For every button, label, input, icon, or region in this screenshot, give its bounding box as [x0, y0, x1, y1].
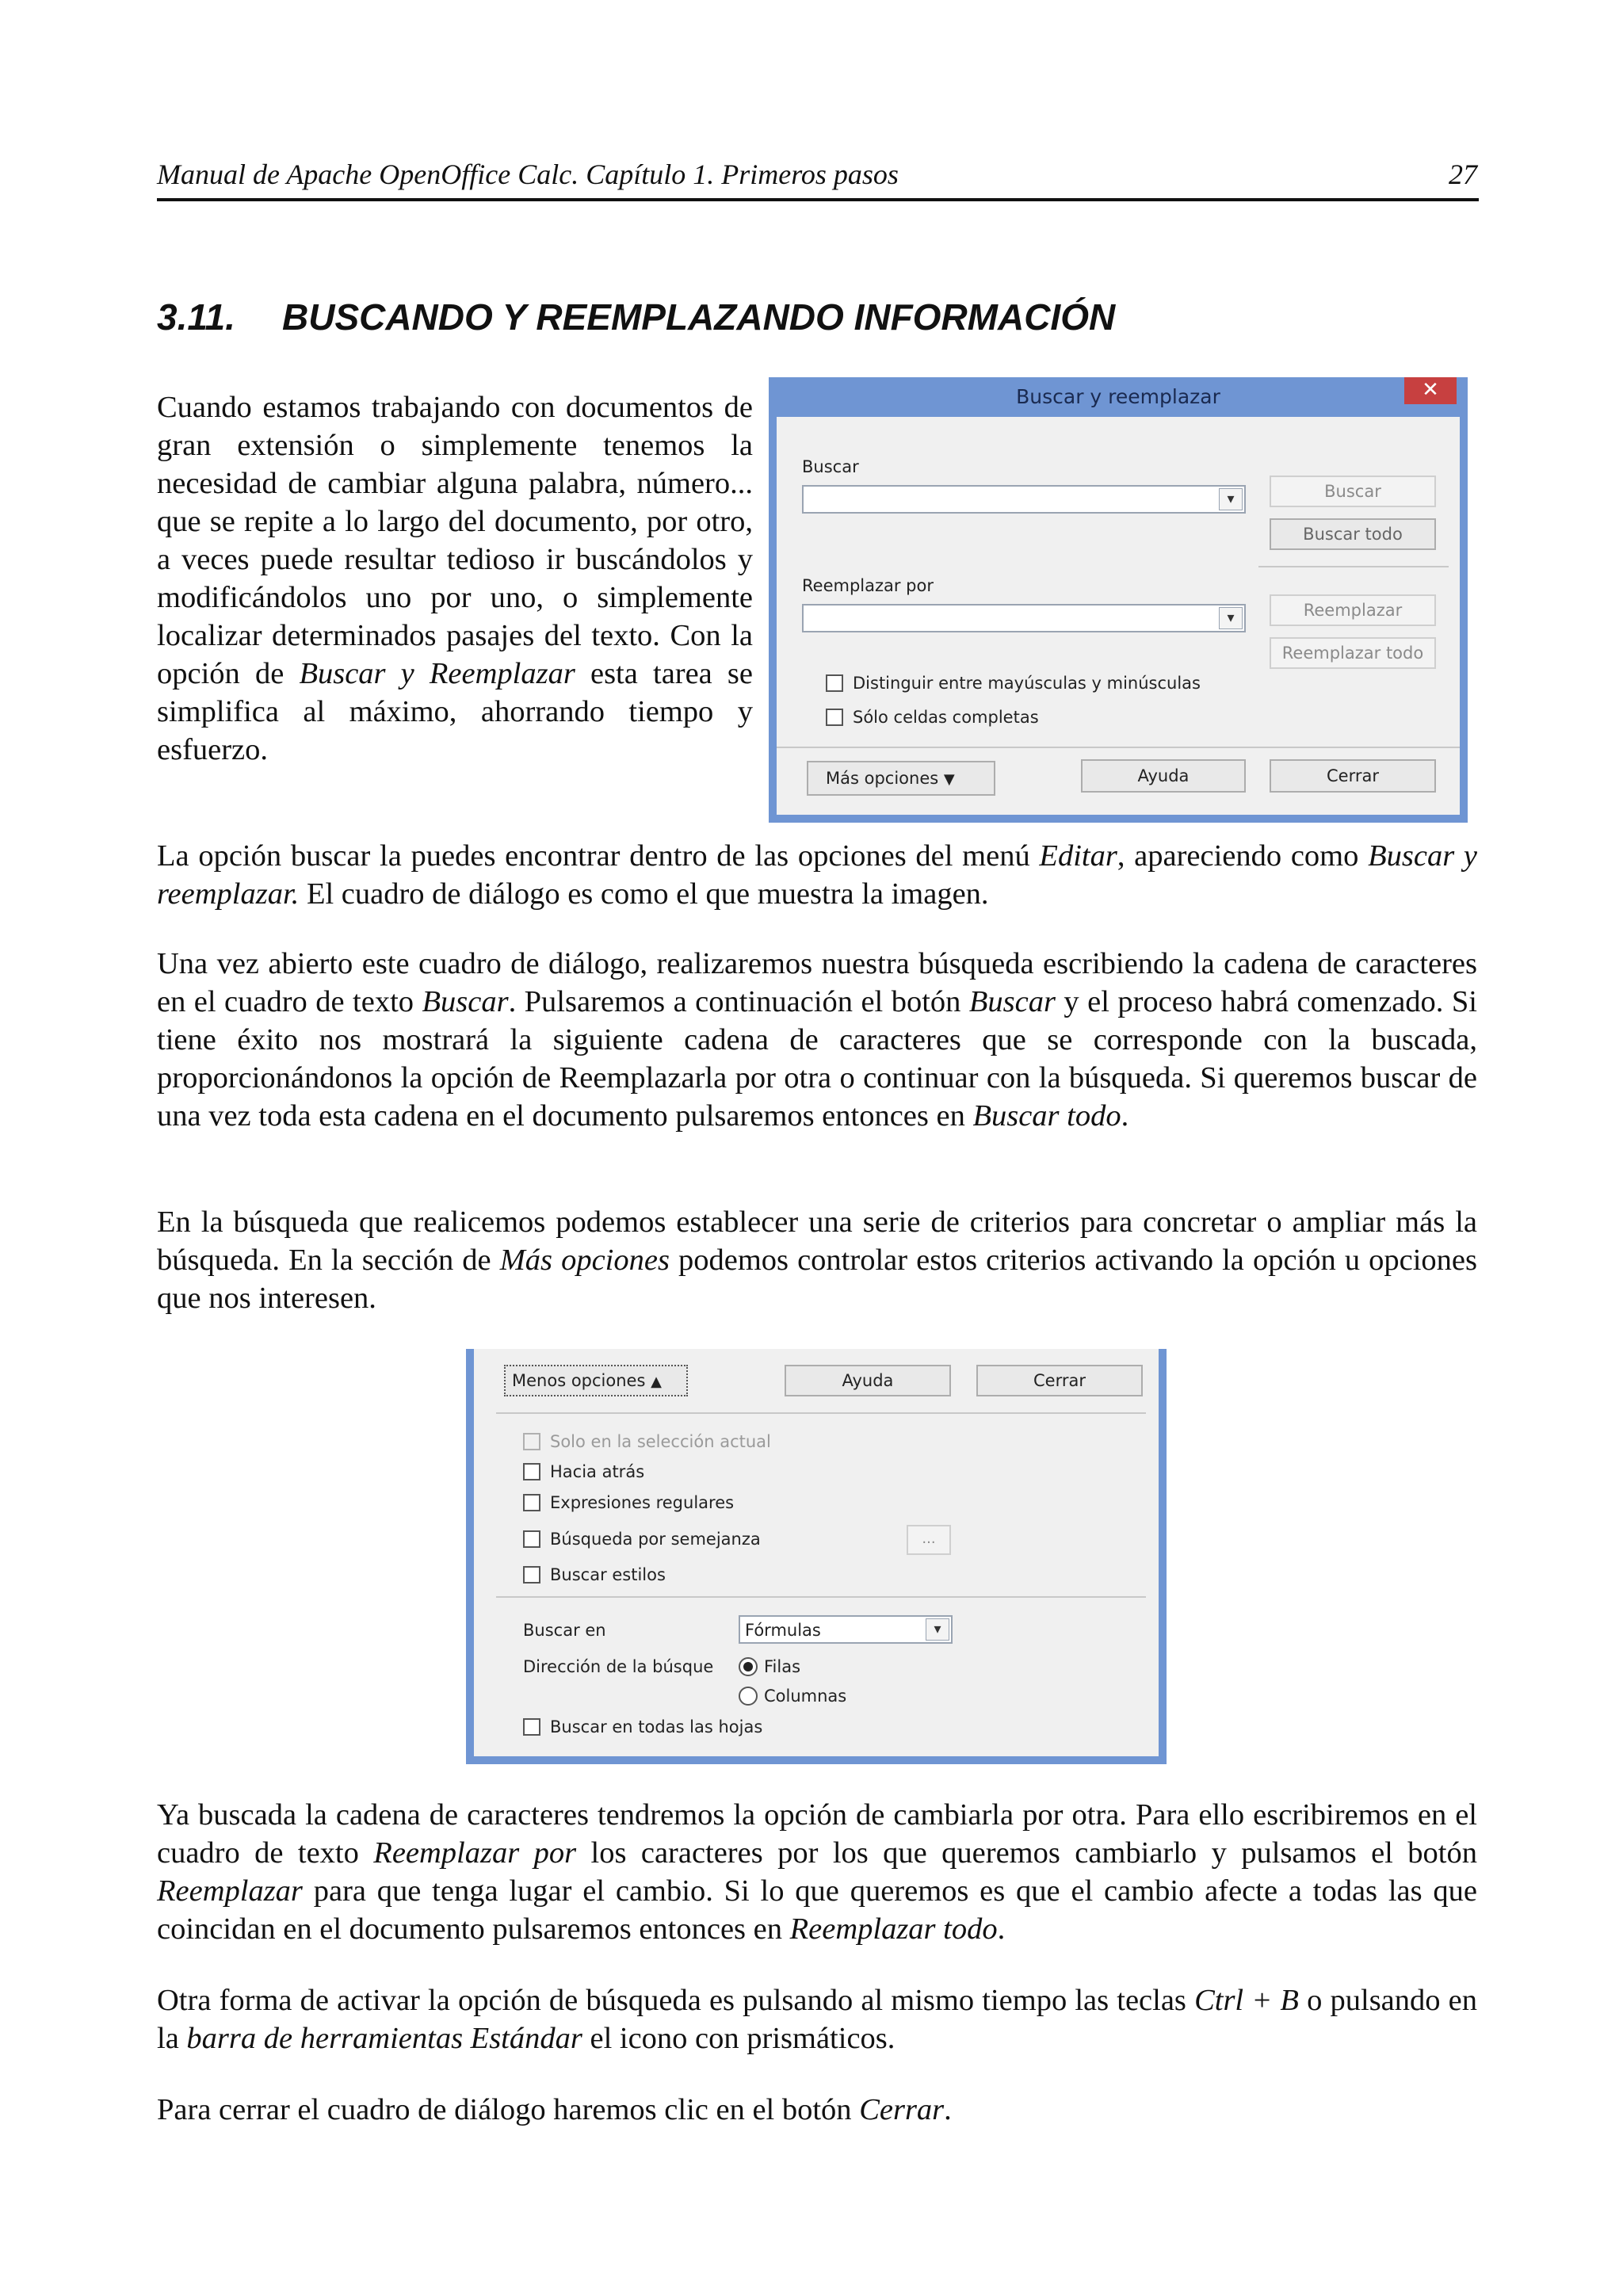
text-run: o pulsando en la [157, 1984, 1478, 2055]
section-title: BUSCANDO Y REEMPLAZANDO INFORMACIÓN [282, 296, 1116, 338]
text-run: Para cerrar el cuadro de diálogo haremos clic en el botón [157, 2093, 860, 2126]
chevron-down-icon[interactable]: ▾ [926, 1618, 949, 1641]
running-header [157, 155, 1477, 193]
more-options-button[interactable] [807, 761, 995, 796]
text-run: . [1121, 1099, 1129, 1133]
search-combobox[interactable] [802, 485, 1246, 514]
italic-run: Reemplazar [157, 1874, 303, 1908]
match-case-checkbox[interactable] [826, 674, 843, 692]
whole-cells-checkbox[interactable] [826, 709, 843, 726]
dialog-title: Buscar y reemplazar [1016, 385, 1220, 408]
italic-run: Cerrar [859, 2093, 945, 2126]
text-run: . [944, 2093, 952, 2126]
button-separator [1258, 566, 1449, 567]
chevron-down-icon[interactable]: ▾ [1219, 607, 1243, 629]
text-run: y el proceso habrá comenzado. Si tiene éxito nos mostrará la siguiente cadena de caracteres que se corresponde con la buscada, proporcionándonos la opción de Reemplazarla por otra o continuar con la búsqueda. Si queremos buscar de una vez toda esta cadena en el documento pulsaremos entonces en [157, 985, 1477, 1133]
find-button[interactable]: Buscar [1270, 476, 1436, 507]
footer-separator [777, 747, 1460, 748]
text-run: podemos controlar estos criterios activando la opción u opciones que nos interesen. [157, 1244, 1477, 1315]
search-label: Buscar [802, 457, 859, 476]
header-rule [157, 198, 1479, 201]
similarity-checkbox[interactable] [523, 1530, 540, 1548]
backwards-checkbox[interactable] [523, 1463, 540, 1480]
text-run: El cuadro de diálogo es como el que muestra la imagen. [299, 877, 989, 911]
similarity-settings-button[interactable]: ... [907, 1525, 951, 1555]
close-button[interactable]: Cerrar [976, 1365, 1143, 1396]
replace-label: Reemplazar por [802, 576, 934, 595]
text-run: La opción buscar la puedes encontrar dentro de las opciones del menú [157, 839, 1040, 873]
text-run: Otra forma de activar la opción de búsqueda es pulsando al mismo tiempo las teclas [157, 1984, 1195, 2017]
direction-rows-radio[interactable] [739, 1657, 758, 1676]
all-sheets-label: Buscar en todas las hojas [550, 1717, 763, 1736]
all-sheets-checkbox[interactable] [523, 1718, 540, 1736]
text-run: Una vez abierto este cuadro de diálogo, realizaremos nuestra búsqueda escribiendo la cadena de caracteres en el cuadro de texto [157, 947, 1477, 1018]
more-options-dialog-screenshot [466, 1349, 1167, 1764]
dialog-body [777, 417, 1460, 815]
paragraph-close [157, 2091, 1477, 2129]
direction-rows-label: Filas [764, 1657, 801, 1676]
text-run: los caracteres por los que queremos cambiarlo y pulsamos el botón [576, 1836, 1477, 1870]
italic-run: Reemplazar todo [789, 1912, 998, 1946]
text-run: Ya buscada la cadena de caracteres tendremos la opción de cambiarla por otra. Para ello escribiremos en el cuadro de texto [157, 1798, 1477, 1870]
direction-label: Dirección de la búsque [523, 1657, 714, 1676]
text-run: . [997, 1912, 1006, 1946]
regex-checkbox[interactable] [523, 1494, 540, 1511]
italic-run: Buscar [968, 985, 1056, 1018]
paragraph-search-process [157, 945, 1477, 1135]
italic-run: Buscar [422, 985, 509, 1018]
italic-run: Editar [1039, 839, 1117, 873]
section-number: 3.11. [157, 296, 235, 338]
paragraph-criteria [157, 1203, 1477, 1317]
direction-columns-radio[interactable] [739, 1687, 758, 1706]
close-button[interactable]: Cerrar [1270, 759, 1436, 793]
backwards-label: Hacia atrás [550, 1462, 645, 1481]
help-button[interactable]: Ayuda [785, 1365, 951, 1396]
paragraph-replace [157, 1796, 1477, 1948]
replace-all-button[interactable]: Reemplazar todo [1270, 637, 1436, 669]
search-in-combobox[interactable] [739, 1615, 953, 1644]
similarity-label: Búsqueda por semejanza [550, 1530, 761, 1549]
help-button[interactable]: Ayuda [1081, 759, 1246, 793]
top-separator [496, 1412, 1146, 1414]
paragraph-shortcut [157, 1981, 1477, 2057]
dialog-body [474, 1349, 1159, 1756]
text-run: . Pulsaremos a continuación el botón [508, 985, 969, 1018]
text-run: Cuando estamos trabajando con documentos de gran extensión o simplemente tenemos la necesidad de cambiar alguna palabra, número... que se repite a lo largo del documento, por otro, a veces puede resultar tedioso ir buscándolos y modificándolos uno por uno, o simplemente localizar determinados pasajes del texto. Con la opción de [157, 391, 753, 690]
text-run: esta tarea se simplifica al máximo, ahorrando tiempo y esfuerzo. [157, 657, 753, 766]
close-icon[interactable]: ✕ [1404, 377, 1457, 404]
find-replace-dialog-screenshot [769, 377, 1468, 823]
find-all-button[interactable]: Buscar todo [1270, 518, 1436, 550]
search-in-value: Fórmulas [745, 1621, 821, 1640]
fewer-options-label: Menos opciones [512, 1371, 646, 1390]
styles-checkbox[interactable] [523, 1566, 540, 1584]
page-number: 27 [1449, 159, 1477, 190]
replace-combobox[interactable] [802, 604, 1246, 632]
middle-separator [496, 1596, 1146, 1598]
more-options-label: Más opciones [826, 769, 939, 788]
selection-only-label: Solo en la selección actual [550, 1432, 771, 1451]
chevron-double-up-icon: ▲ [651, 1373, 662, 1390]
search-in-label: Buscar en [523, 1621, 606, 1640]
italic-run: Más opciones [499, 1244, 670, 1277]
italic-run: barra de herramientas Estándar [186, 2022, 582, 2055]
intro-paragraph [157, 388, 753, 769]
match-case-label: Distinguir entre mayúsculas y minúsculas [853, 674, 1201, 693]
replace-button[interactable]: Reemplazar [1270, 594, 1436, 626]
running-title: Manual de Apache OpenOffice Calc. Capítulo 1. Primeros pasos [157, 159, 899, 190]
italic-run: Buscar todo [972, 1099, 1121, 1133]
styles-label: Buscar estilos [550, 1565, 666, 1584]
paragraph-menu-location [157, 837, 1477, 913]
section-heading [157, 293, 1115, 341]
regex-label: Expresiones regulares [550, 1493, 735, 1512]
fewer-options-button[interactable] [504, 1365, 688, 1396]
italic-run: Ctrl + B [1194, 1984, 1299, 2017]
text-run: En la búsqueda que realicemos podemos establecer una serie de criterios para concretar o ampliar más la búsqueda. En la sección de [157, 1205, 1477, 1277]
direction-columns-label: Columnas [764, 1687, 847, 1706]
text-run: para que tenga lugar el cambio. Si lo que queremos es que el cambio afecte a todas las que coincidan en el documento pulsaremos entonces en [157, 1874, 1477, 1946]
whole-cells-label: Sólo celdas completas [853, 708, 1039, 727]
text-run: , apareciendo como [1117, 839, 1369, 873]
text-run: el icono con prismáticos. [582, 2022, 896, 2055]
selection-only-checkbox[interactable] [523, 1433, 540, 1450]
chevron-down-icon[interactable]: ▾ [1219, 488, 1243, 510]
italic-run: Buscar y Reemplazar [299, 657, 575, 690]
italic-run: Reemplazar por [373, 1836, 577, 1870]
chevron-double-down-icon: ▼ [943, 771, 955, 788]
italic-run: Buscar y reemplazar. [157, 839, 1477, 911]
